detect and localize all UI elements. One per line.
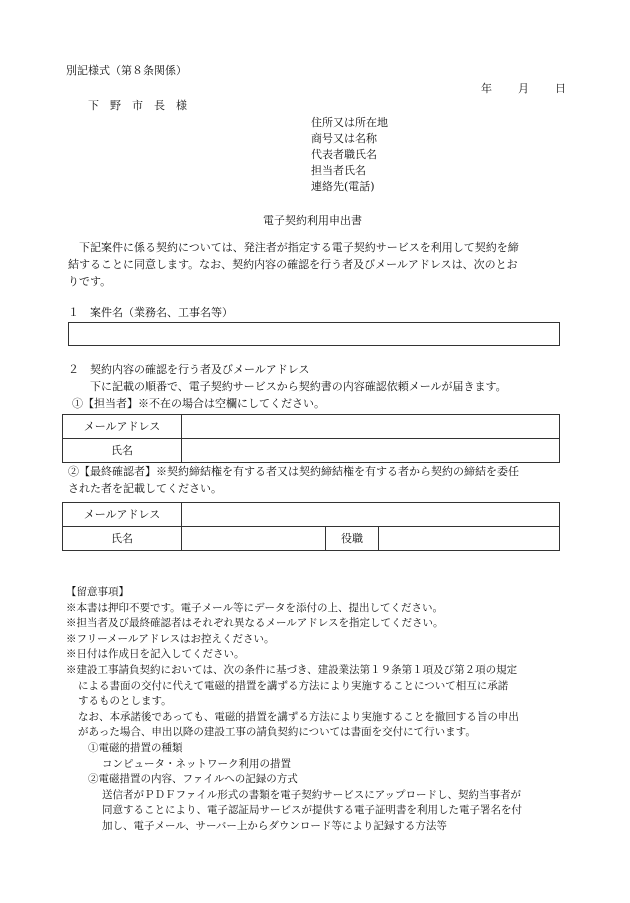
- note-line: コンピュータ・ネットワーク利用の措置: [102, 757, 291, 770]
- notes-list: [66, 601, 566, 835]
- section2-note: 下に記載の順番で、電子契約サービスから契約書の内容確認依頼メールが届きます。: [90, 380, 507, 393]
- person-in-charge-table: [62, 414, 560, 463]
- email-label-cell: メールアドレス: [63, 415, 182, 439]
- case-name-field[interactable]: [68, 322, 560, 346]
- final-confirmer-label-line: ②【最終確認者】※契約締結権を有する者又は契約締結権を有する者から契約の締結を委任: [68, 465, 519, 478]
- applicant-representative-label: 代表者職氏名: [311, 148, 377, 161]
- applicant-contact-person-label: 担当者氏名: [311, 164, 366, 177]
- table-row: [63, 415, 560, 439]
- note-line: ②電磁措置の内容、ファイルへの記録の方式: [88, 773, 298, 786]
- intro-line: 下記案件に係る契約については、発注者が指定する電子契約サービスを利用して契約を締: [68, 241, 519, 254]
- name-label-cell: 氏名: [63, 439, 182, 463]
- note-line: 同意することにより、電子認証局サービスが提供する電子証明書を利用した電子署名を付: [102, 804, 522, 817]
- form-id: 別記様式（第８条関係）: [66, 64, 187, 77]
- table-row: [63, 527, 560, 551]
- notes-heading: 【留意事項】: [66, 586, 129, 598]
- note-line: 送信者がＰＤＦファイル形式の書類を電子契約サービスにアップロードし、契約当事者が: [102, 788, 522, 801]
- person-in-charge-label: ①【担当者】※不在の場合は空欄にしてください。: [72, 397, 325, 410]
- table-row: [63, 503, 560, 527]
- table-row: [63, 439, 560, 463]
- note-line: ※本書は押印不要です。電子メール等にデータを添付の上、提出してください。: [66, 601, 443, 614]
- document-title: 電子契約利用申出書: [263, 214, 362, 227]
- note-line: ※建設工事請負契約においては、次の条件に基づき、建設業法第１９条第１項及び第２項の規定: [66, 663, 518, 676]
- person-in-charge-email-field[interactable]: [182, 415, 560, 439]
- note-line: するものとします。: [78, 695, 172, 708]
- date-month-label: 月: [518, 82, 529, 95]
- note-line: による書面の交付に代えて電磁的措置を講ずる方法により実施することについて相互に承諾: [78, 679, 509, 692]
- intro-line: 結することに同意します。なお、契約内容の確認を行う者及びメールアドレスは、次のとお: [68, 258, 518, 271]
- position-label-cell: 役職: [326, 527, 379, 551]
- final-confirmer-label-line: された者を記載してください。: [68, 482, 222, 495]
- final-confirmer-email-field[interactable]: [182, 503, 560, 527]
- section2-heading: ２ 契約内容の確認を行う者及びメールアドレス: [68, 363, 310, 376]
- note-line: ※フリーメールアドレスはお控えください。: [66, 632, 275, 645]
- applicant-company-label: 商号又は名称: [311, 132, 377, 145]
- note-line: なお、本承諾後であっても、電磁的措置を講ずる方法により実施することを撤回する旨の申出: [78, 710, 519, 723]
- addressee: 下 野 市 長 様: [88, 99, 187, 112]
- date-year-label: 年: [481, 82, 492, 95]
- note-line: ※日付は作成日を記入してください。: [66, 648, 245, 661]
- note-line: 加し、電子メール、サーバー上からダウンロード等により記録する方法等: [102, 819, 447, 832]
- final-confirmer-name-field[interactable]: [182, 527, 326, 551]
- final-confirmer-position-field[interactable]: [379, 527, 560, 551]
- final-confirmer-label: [68, 463, 519, 497]
- email-label-cell: メールアドレス: [63, 503, 182, 527]
- note-line: ①電磁的措置の種類: [88, 741, 183, 754]
- applicant-phone-label: 連絡先(電話): [311, 180, 375, 193]
- notes-section: [66, 585, 566, 835]
- intro-paragraph: [68, 239, 564, 290]
- intro-line: りです。: [68, 275, 112, 288]
- final-confirmer-table: [62, 502, 560, 551]
- note-line: ※担当者及び最終確認者はそれぞれ異なるメールアドレスを指定してください。: [66, 617, 444, 630]
- applicant-address-label: 住所又は所在地: [311, 116, 388, 129]
- name-label-cell: 氏名: [63, 527, 182, 551]
- date-day-label: 日: [555, 82, 566, 95]
- person-in-charge-name-field[interactable]: [182, 439, 560, 463]
- note-line: があった場合、申出以降の建設工事の請負契約については書面を交付にて行います。: [78, 726, 476, 739]
- section1-heading: １ 案件名（業務名、工事名等）: [68, 306, 233, 319]
